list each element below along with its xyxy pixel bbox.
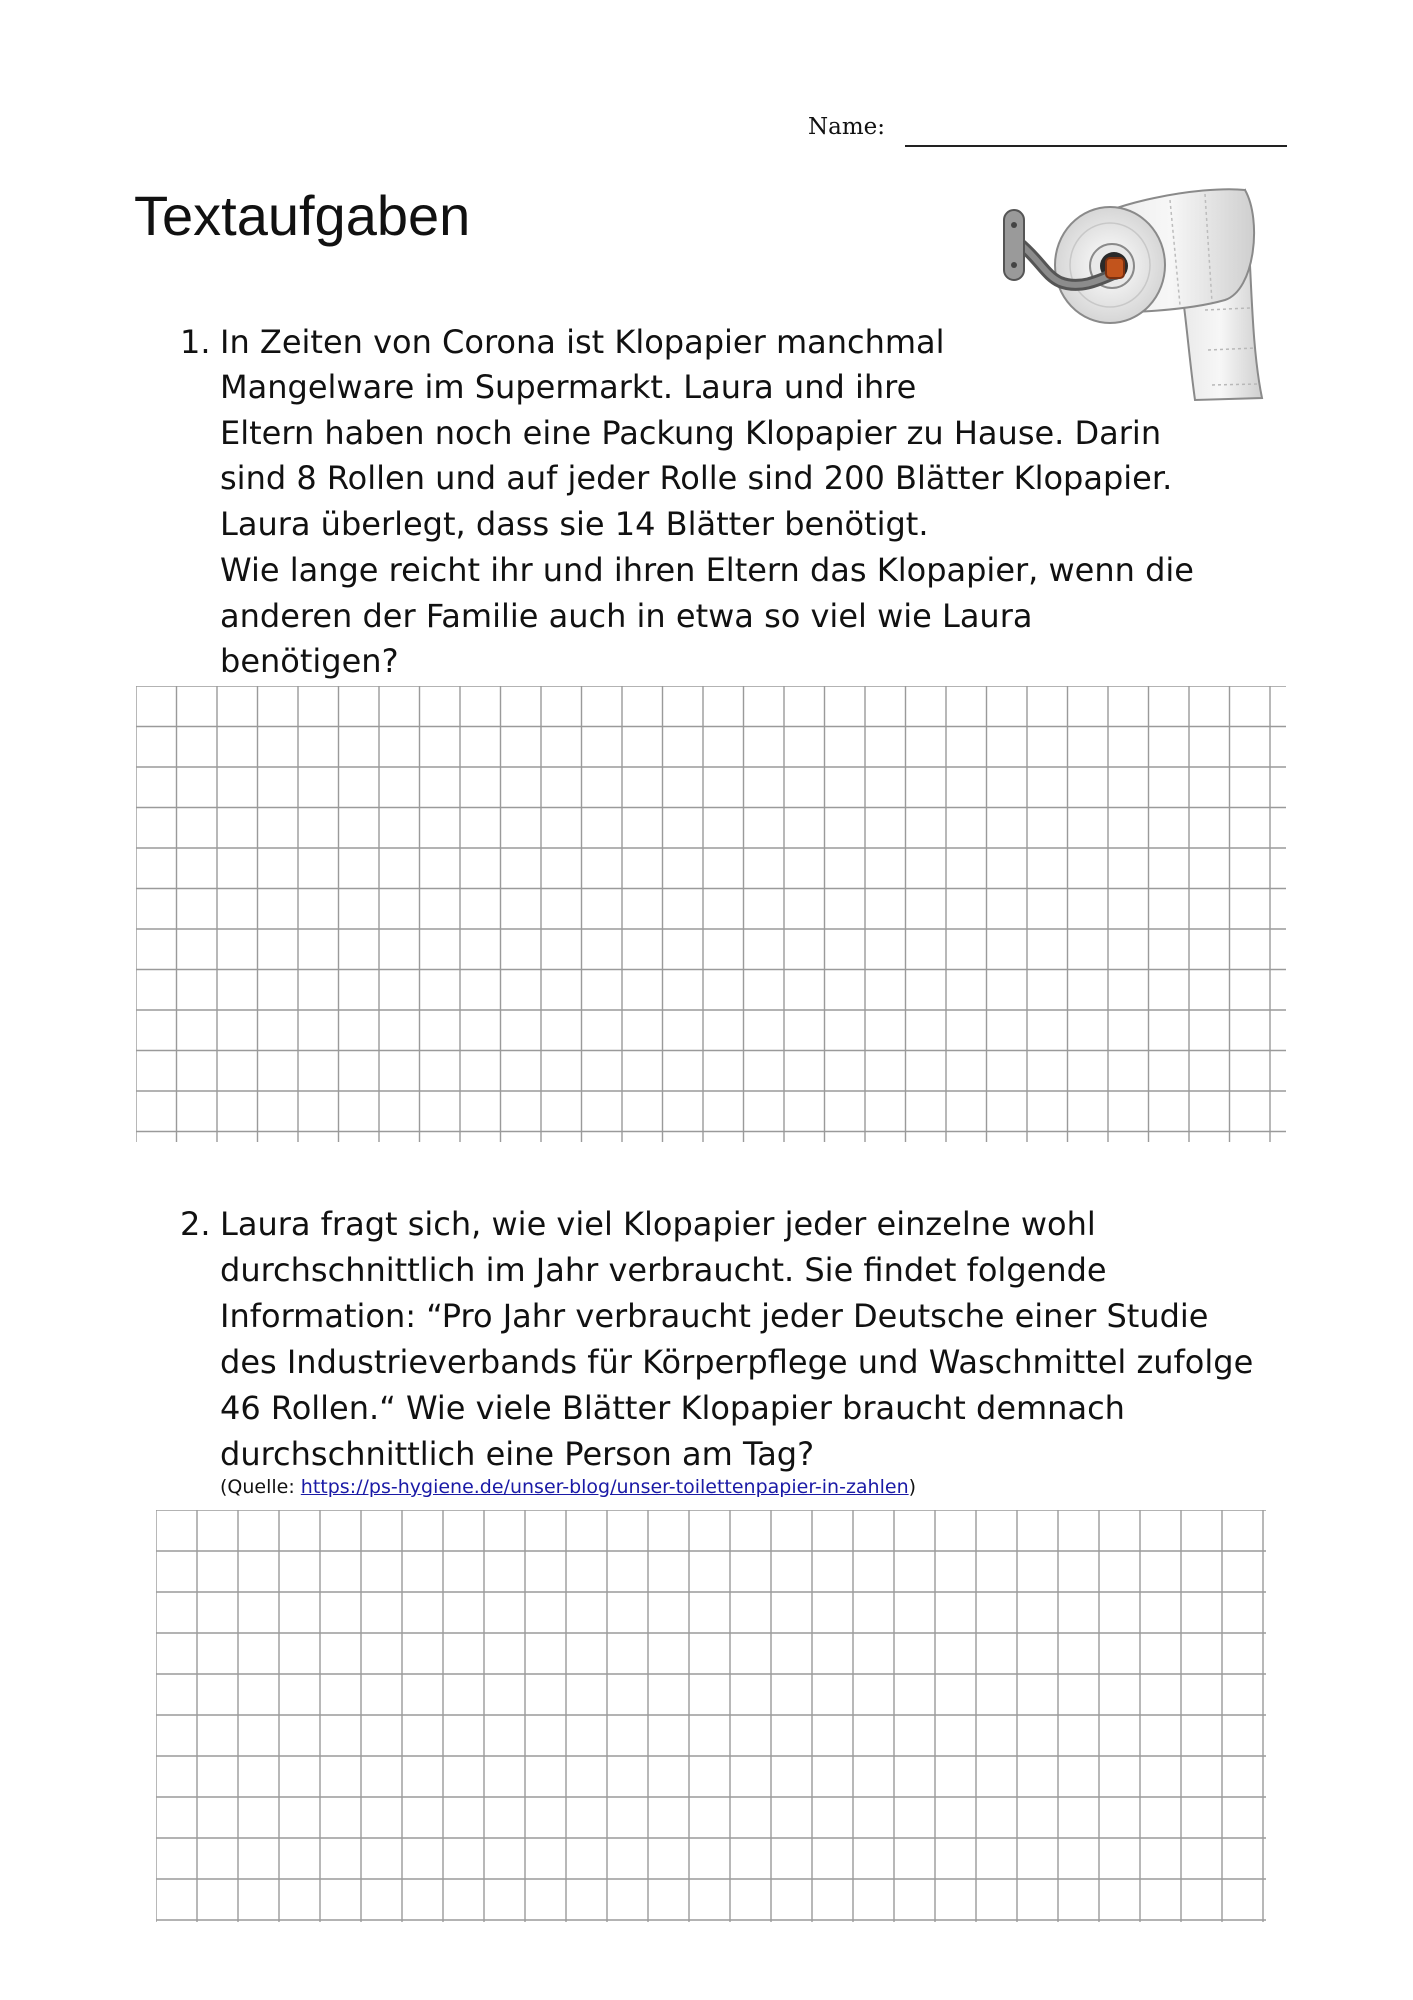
answer-grid-1[interactable]	[136, 686, 1286, 1142]
task-1-line: Mangelware im Supermarkt. Laura und ihre	[220, 368, 917, 406]
name-field-line[interactable]	[905, 145, 1287, 147]
task-2-line: 46 Rollen.“ Wie viele Blätter Klopapier braucht demnach	[220, 1389, 1125, 1427]
answer-grid-2[interactable]	[156, 1510, 1266, 1922]
source-citation	[220, 1476, 916, 1498]
task-1-line: In Zeiten von Corona ist Klopapier manchmal	[220, 323, 945, 361]
task-1-line: Wie lange reicht ihr und ihren Eltern das Klopapier, wenn die	[220, 551, 1194, 589]
page-title: Textaufgaben	[134, 184, 471, 247]
task-2-number: 2.	[180, 1205, 211, 1243]
task-1-line: anderen der Familie auch in etwa so viel wie Laura	[220, 597, 1033, 635]
task-1-line: Eltern haben noch eine Packung Klopapier zu Hause. Darin	[220, 414, 1162, 452]
source-link[interactable]: https://ps-hygiene.de/unser-blog/unser-toilettenpapier-in-zahlen	[300, 1476, 909, 1498]
task-1-line: sind 8 Rollen und auf jeder Rolle sind 200 Blätter Klopapier.	[220, 459, 1173, 497]
task-2-line: durchschnittlich im Jahr verbraucht. Sie findet folgende	[220, 1251, 1107, 1289]
task-2-line: des Industrieverbands für Körperpflege und Waschmittel zufolge	[220, 1343, 1254, 1381]
name-label: Name:	[808, 114, 886, 140]
toilet-paper-roll-icon	[1000, 180, 1290, 410]
task-1-line: benötigen?	[220, 642, 399, 680]
task-2-line: Information: “Pro Jahr verbraucht jeder Deutsche einer Studie	[220, 1297, 1209, 1335]
source-suffix: )	[908, 1476, 917, 1498]
task-1-number: 1.	[180, 323, 211, 361]
task-1-line: Laura überlegt, dass sie 14 Blätter benötigt.	[220, 505, 929, 543]
task-2-line: Laura fragt sich, wie viel Klopapier jeder einzelne wohl	[220, 1205, 1096, 1243]
task-2-line: durchschnittlich eine Person am Tag?	[220, 1435, 815, 1473]
source-prefix: (Quelle:	[220, 1476, 301, 1498]
